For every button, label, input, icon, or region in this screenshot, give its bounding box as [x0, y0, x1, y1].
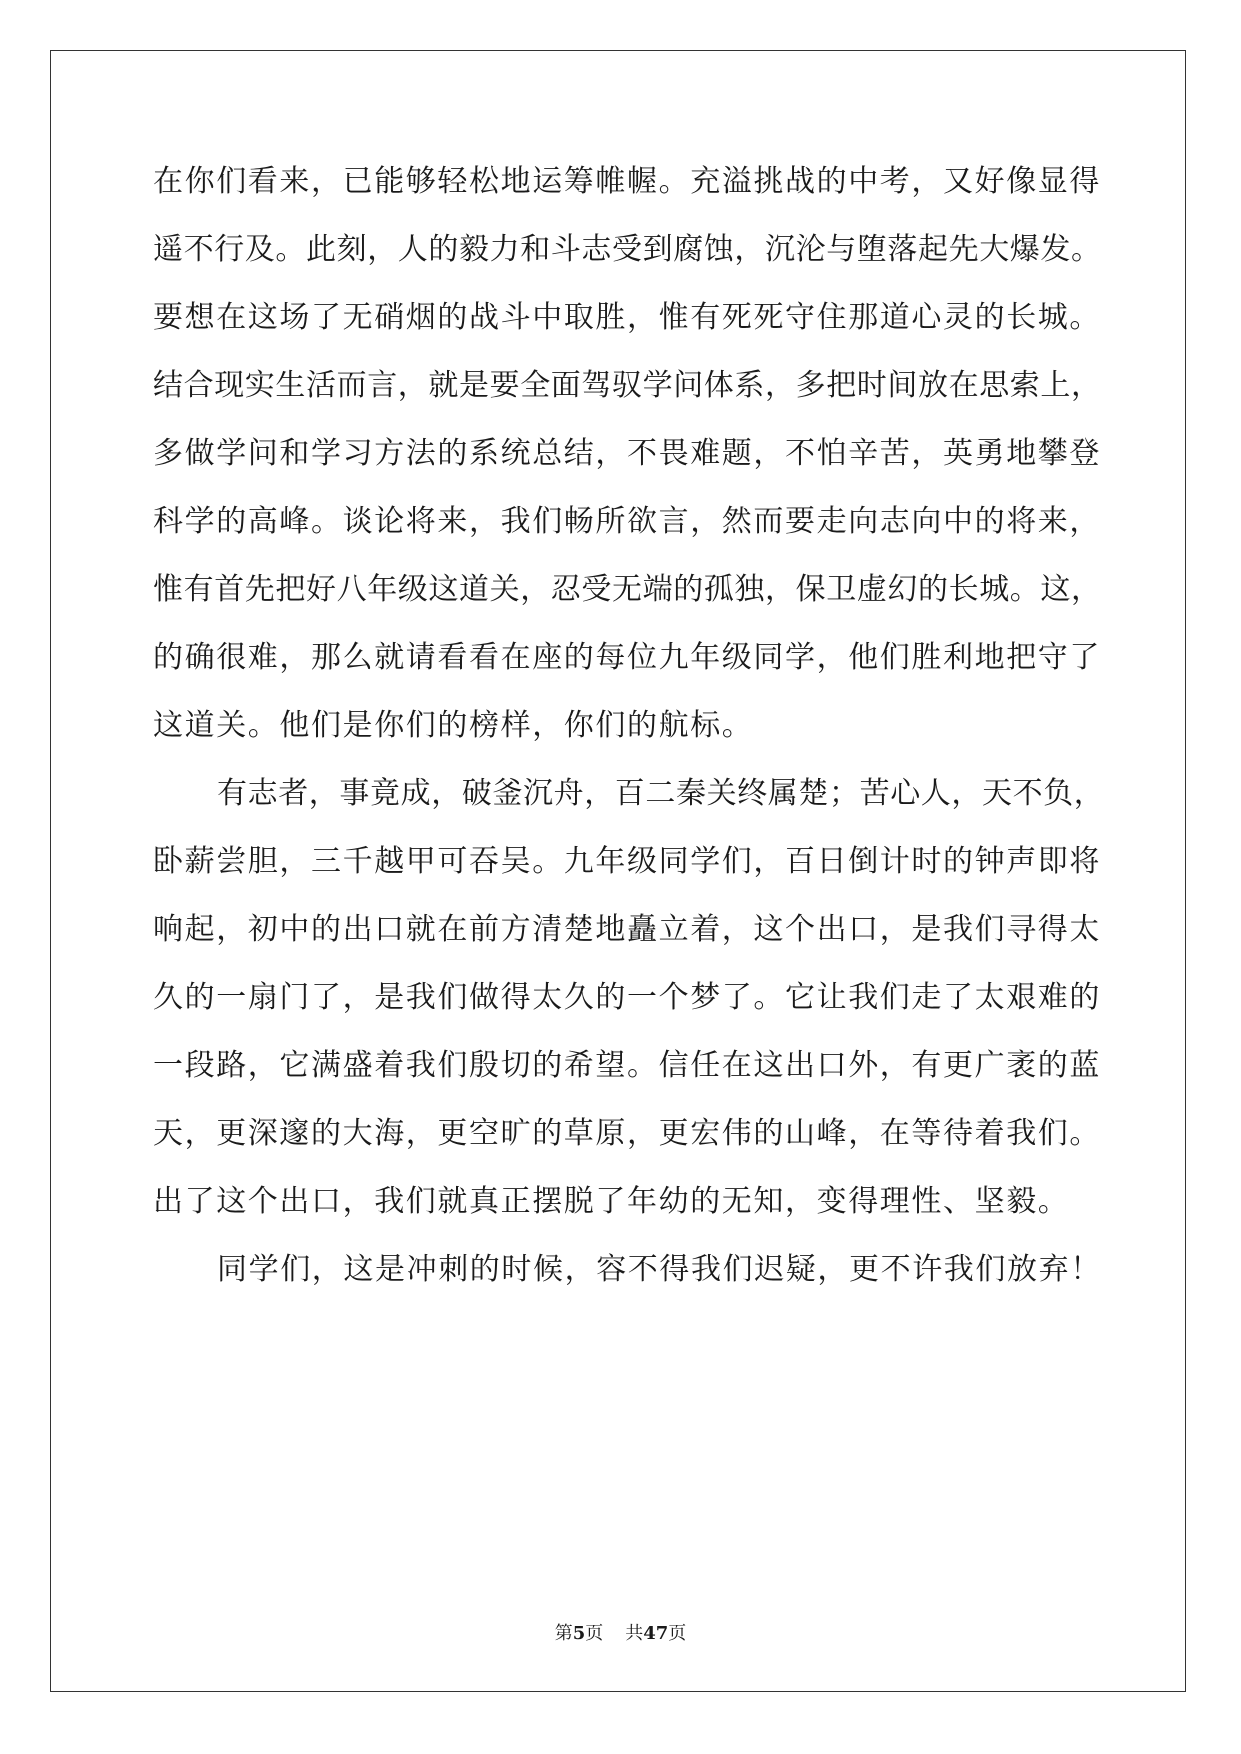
page-footer — [0, 1622, 1241, 1646]
text-line: 科学的高峰。谈论将来，我们畅所欲言，然而要走向志向中的将来， — [153, 504, 1101, 539]
total-pages: 47 — [643, 1623, 669, 1644]
text-line: 遥不行及。此刻，人的毅力和斗志受到腐蚀，沉沦与堕落起先大爆发。 — [153, 232, 1102, 267]
total-suffix: 页 — [668, 1623, 687, 1644]
text-line: 要想在这场了无硝烟的战斗中取胜，惟有死死守住那道心灵的长城。 — [153, 300, 1101, 335]
page-suffix: 页 — [585, 1623, 604, 1644]
page-prefix: 第 — [554, 1623, 573, 1644]
text-line: 一段路，它满盛着我们殷切的希望。信任在这出口外，有更广袤的蓝 — [153, 1048, 1101, 1083]
text-line: 久的一扇门了，是我们做得太久的一个梦了。它让我们走了太艰难的 — [153, 980, 1101, 1015]
text-line: 的确很难，那么就请看看在座的每位九年级同学，他们胜利地把守了 — [153, 640, 1101, 675]
document-body — [153, 162, 1105, 1318]
text-line: 在你们看来，已能够轻松地运筹帷幄。充溢挑战的中考，又好像显得 — [153, 164, 1101, 199]
text-line: 多做学问和学习方法的系统总结，不畏难题，不怕辛苦，英勇地攀登 — [153, 436, 1101, 471]
text-line: 结合现实生活而言，就是要全面驾驭学问体系，多把时间放在思索上， — [153, 368, 1102, 403]
paragraph-first-line: 同学们，这是冲刺的时候，容不得我们迟疑，更不许我们放弃！ — [217, 1252, 1102, 1287]
text-line: 卧薪尝胆，三千越甲可吞吴。九年级同学们，百日倒计时的钟声即将 — [153, 844, 1101, 879]
paragraph-first-line: 有志者，事竟成，破釜沉舟，百二秦关终属楚；苦心人，天不负， — [217, 776, 1105, 811]
text-line: 出了这个出口，我们就真正摆脱了年幼的无知，变得理性、坚毅。 — [153, 1184, 1070, 1219]
text-line: 响起，初中的出口就在前方清楚地矗立着，这个出口，是我们寻得太 — [153, 912, 1101, 947]
text-line: 惟有首先把好八年级这道关，忍受无端的孤独，保卫虚幻的长城。这， — [153, 572, 1102, 607]
page-number: 5 — [572, 1623, 586, 1644]
text-line: 天，更深邃的大海，更空旷的草原，更宏伟的山峰，在等待着我们。 — [153, 1116, 1101, 1151]
text-line: 这道关。他们是你们的榜样，你们的航标。 — [153, 708, 754, 743]
total-prefix: 共 — [625, 1623, 644, 1644]
